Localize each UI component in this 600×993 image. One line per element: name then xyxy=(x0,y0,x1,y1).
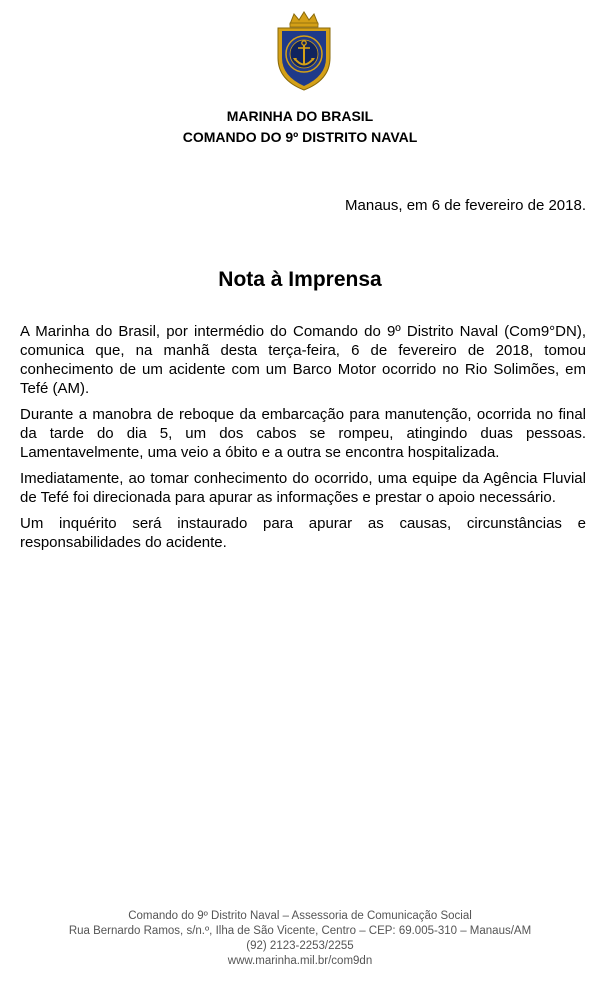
paragraph: Um inquérito será instaurado para apurar as causas, circunstâncias e responsabilidades do acidente. xyxy=(20,515,586,551)
document-header xyxy=(0,106,600,148)
document-footer xyxy=(0,909,600,969)
document-title: Nota à Imprensa xyxy=(218,268,382,291)
org-name: MARINHA DO BRASIL xyxy=(226,108,374,124)
press-note-body xyxy=(20,322,586,559)
place-date: Manaus, em 6 de fevereiro de 2018. xyxy=(345,197,586,214)
footer-website: www.marinha.mil.br/com9dn xyxy=(227,955,373,967)
footer-phone: (92) 2123-2253/2255 xyxy=(246,940,354,952)
paragraph: A Marinha do Brasil, por intermédio do Comando do 9º Distrito Naval (Com9°DN), comunica que, na manhã desta terça-feira, 6 de fevereiro de 2018, tomou conhecimento de um acidente com um Barco Motor ocorrido no Rio Solimões, em Tefé (AM). xyxy=(20,323,586,397)
footer-address: Rua Bernardo Ramos, s/n.º, Ilha de São Vicente, Centro – CEP: 69.005-310 – Manaus/AM xyxy=(68,925,532,937)
footer-office: Comando do 9º Distrito Naval – Assessoria de Comunicação Social xyxy=(128,910,472,922)
navy-emblem-icon xyxy=(268,10,340,92)
paragraph: Durante a manobra de reboque da embarcação para manutenção, ocorrida no final da tarde do dia 5, um dos cabos se rompeu, atingindo duas pessoas. Lamentavelmente, uma veio a óbito e a outra se encontra hospitalizada. xyxy=(20,406,586,461)
paragraph: Imediatamente, ao tomar conhecimento do ocorrido, uma equipe da Agência Fluvial de Tefé foi direcionada para apurar as informações e prestar o apoio necessário. xyxy=(20,470,586,506)
command-name: COMANDO DO 9º DISTRITO NAVAL xyxy=(182,129,418,145)
